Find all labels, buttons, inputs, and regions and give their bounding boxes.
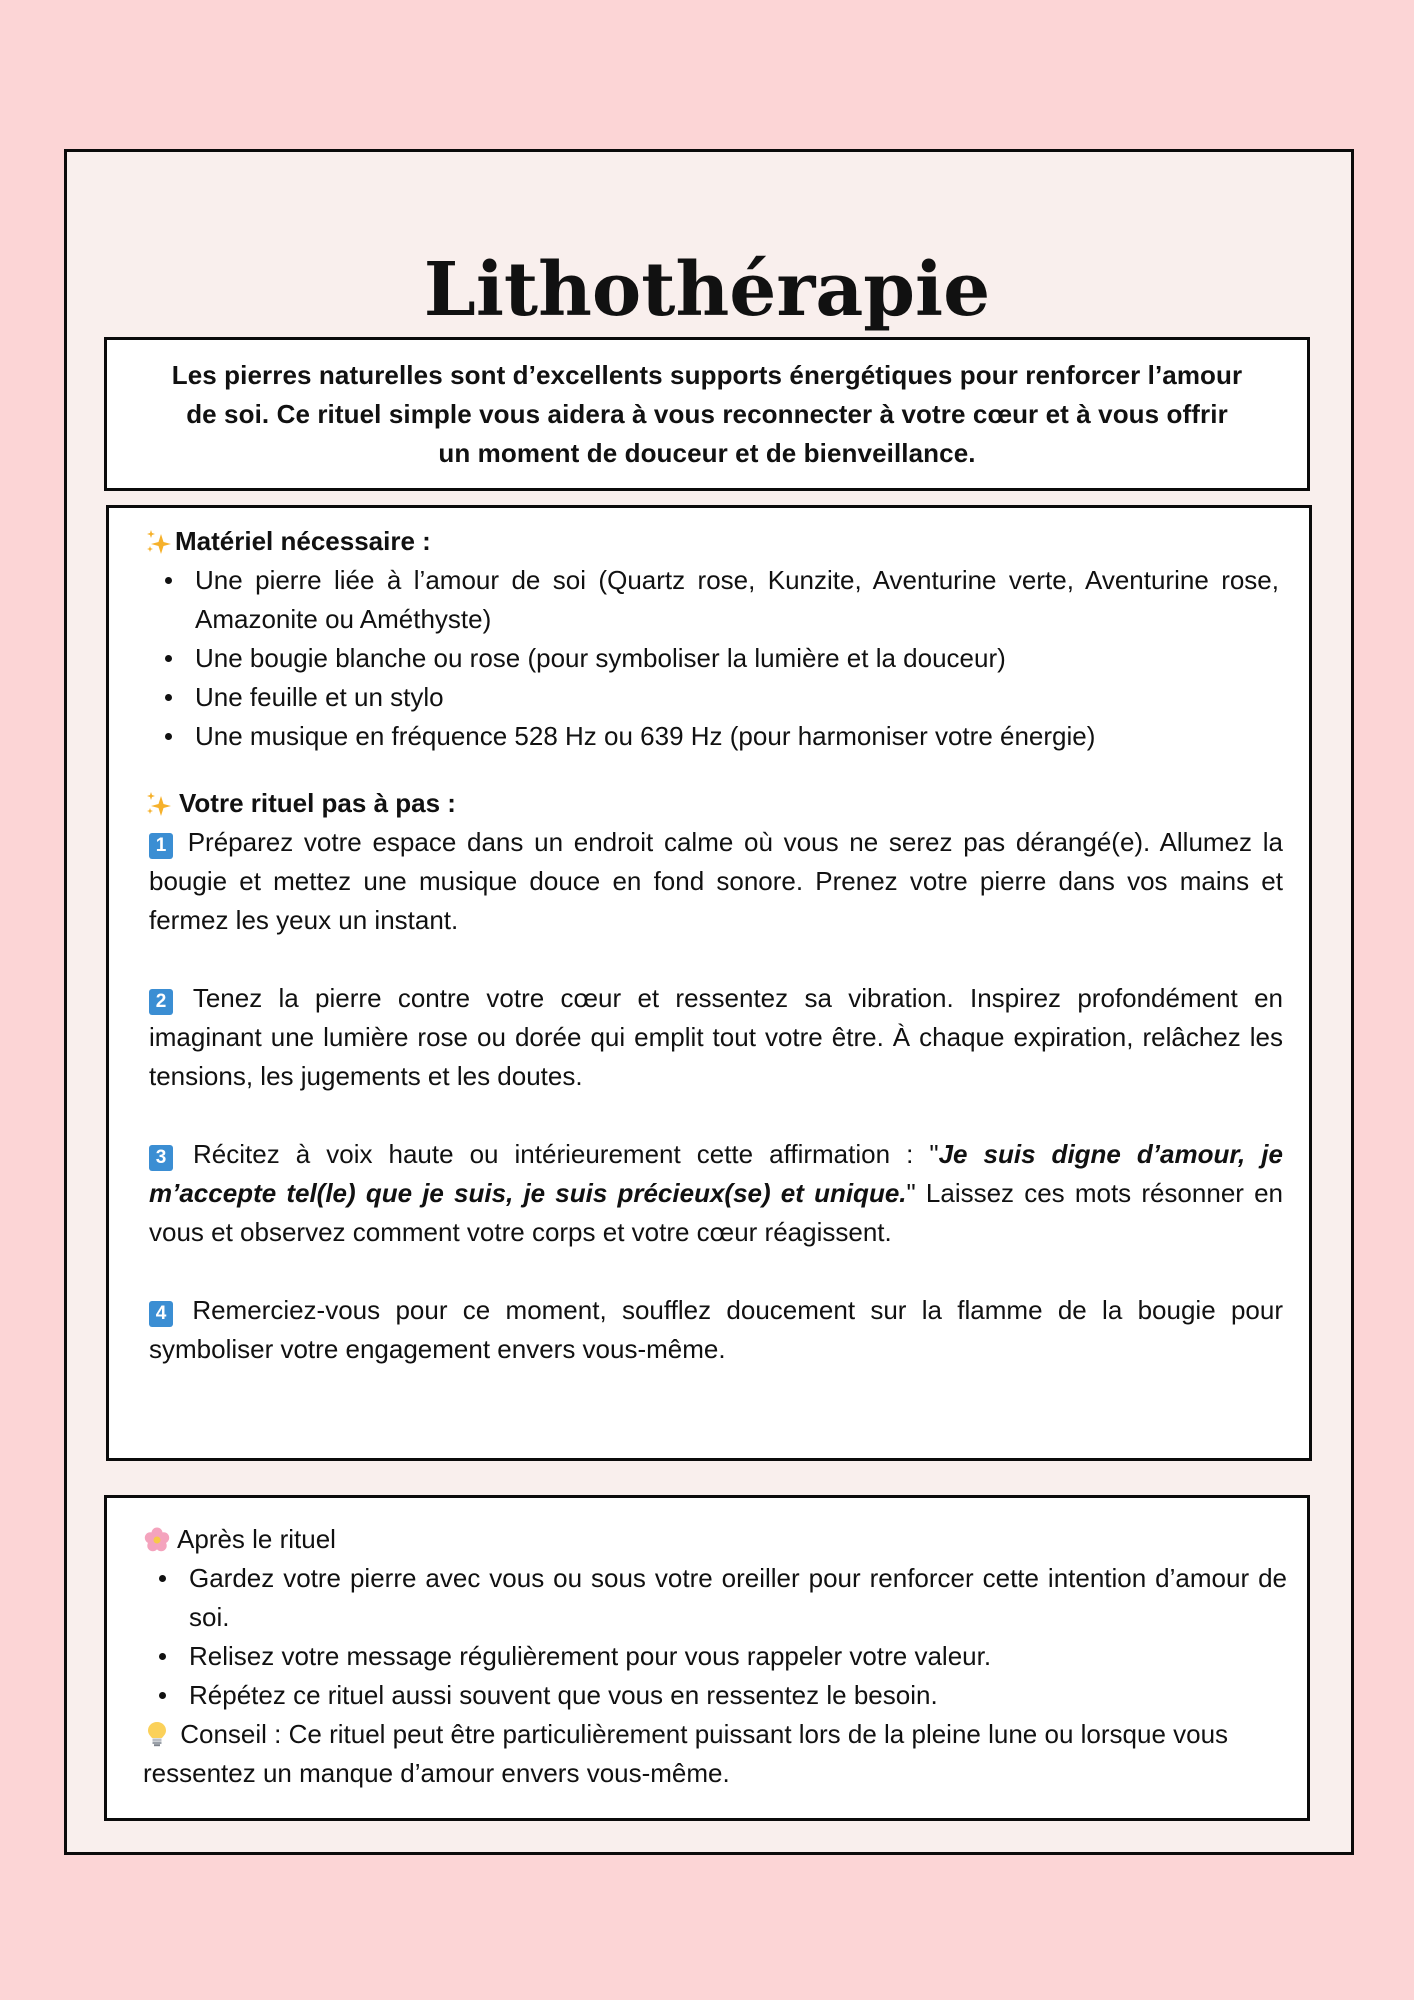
tip (143, 1715, 1287, 1793)
step-text: Remerciez-vous pour ce moment, soufflez doucement sur la flamme de la bougie pour symboliser votre engagement envers vous-même. (149, 1295, 1283, 1364)
materials-and-ritual-box (106, 505, 1312, 1461)
spacer (145, 756, 1283, 784)
list-item: Gardez votre pierre avec vous ou sous votre oreiller pour renforcer cette intention d’amour de soi. (189, 1559, 1287, 1637)
ritual-heading (145, 784, 1283, 823)
step-text: Préparez votre espace dans un endroit calme où vous ne serez pas dérangé(e). Allumez la bougie et mettez une musique douce en fond sonore. Prenez votre pierre dans vos mains et fermez les yeux un instant. (149, 827, 1283, 935)
ritual-heading-text: Votre rituel pas à pas : (179, 788, 456, 818)
list-item: Une bougie blanche ou rose (pour symboliser la lumière et la douceur) (195, 639, 1279, 678)
intro-text: Les pierres naturelles sont d’excellents supports énergétiques pour renforcer l’amour de soi. Ce rituel simple vous aidera à vous reconnecter à votre cœur et à vous offrir un moment de douceur et de bienveillance. (171, 360, 1243, 468)
step-text: Récitez à voix haute ou intérieurement cette affirmation : " (193, 1139, 939, 1169)
ritual-step-3 (149, 1135, 1283, 1252)
cherry-blossom-icon (143, 1526, 171, 1554)
step-text: " Laissez ces mots résonner en vous et observez comment votre corps et votre cœur réagissent. (149, 1178, 1284, 1247)
sparkles-icon (145, 790, 173, 818)
keycap-3-icon: 3 (149, 1145, 173, 1171)
after-list (143, 1559, 1287, 1715)
affirmation-text: Je suis digne d’amour, je m’accepte tel(le) que je suis, je suis précieux(se) et unique. (149, 1139, 1283, 1208)
list-item: Une musique en fréquence 528 Hz ou 639 Hz (pour harmoniser votre énergie) (195, 717, 1279, 756)
materials-heading (145, 522, 1283, 561)
after-heading-text: Après le rituel (177, 1524, 336, 1554)
ritual-step-2 (149, 979, 1283, 1096)
step-text: Tenez la pierre contre votre cœur et ressentez sa vibration. Inspirez profondément en imaginant une lumière rose ou dorée qui emplit tout votre être. À chaque expiration, relâchez les tensions, les jugements et les doutes. (149, 983, 1283, 1091)
materials-list (145, 561, 1279, 756)
lightbulb-icon (143, 1719, 171, 1747)
after-ritual-box (104, 1495, 1310, 1821)
ritual-step-1 (149, 823, 1283, 940)
keycap-1-icon: 1 (149, 833, 173, 859)
ritual-steps (145, 823, 1283, 1369)
list-item: Relisez votre message régulièrement pour vous rappeler votre valeur. (189, 1637, 1287, 1676)
page-title: Lithothérapie (423, 246, 991, 333)
keycap-2-icon: 2 (149, 989, 173, 1015)
keycap-4-icon: 4 (149, 1301, 173, 1327)
list-item: Une feuille et un stylo (195, 678, 1279, 717)
intro-box (104, 337, 1310, 491)
materials-heading-text: Matériel nécessaire : (175, 526, 431, 556)
ritual-step-4 (149, 1291, 1283, 1369)
after-heading (143, 1520, 1287, 1559)
list-item: Répétez ce rituel aussi souvent que vous en ressentez le besoin. (189, 1676, 1287, 1715)
sparkles-icon (145, 528, 173, 556)
list-item: Une pierre liée à l’amour de soi (Quartz rose, Kunzite, Aventurine verte, Aventurine rose, Amazonite ou Améthyste) (195, 561, 1279, 639)
tip-text: Conseil : Ce rituel peut être particulièrement puissant lors de la pleine lune ou lorsque vous ressentez un manque d’amour envers vous-même. (143, 1719, 1229, 1788)
